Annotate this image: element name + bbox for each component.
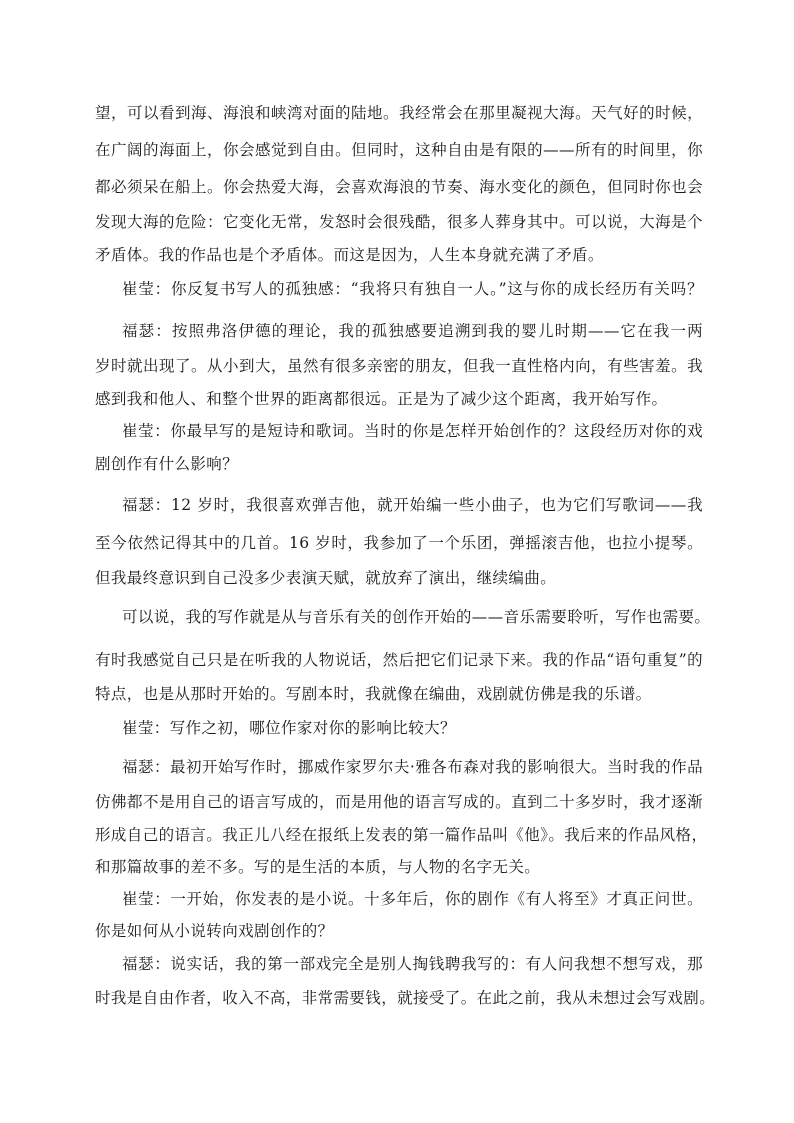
text-line: 岁时就出现了。从小到大，虽然有很多亲密的朋友，但我一直性格内向，有些害羞。我 bbox=[95, 357, 703, 375]
text-line: 都必须呆在船上。你会热爱大海，会喜欢海浪的节奏、海水变化的颜色，但同时你也会 bbox=[95, 178, 703, 196]
text-line: 你是如何从小说转向戏剧创作的？ bbox=[95, 922, 334, 940]
question-line: 崔莹：你最早写的是短诗和歌词。当时的你是怎样开始创作的？这段经历对你的戏 bbox=[122, 422, 703, 440]
text-line: 时我是自由作者，收入不高，非常需要钱，就接受了。在此之前，我从未想过会写戏剧。 bbox=[95, 989, 716, 1007]
text-line: 望，可以看到海、海浪和峡湾对面的陆地。我经常会在那里凝视大海。天气好的时候， bbox=[95, 104, 703, 122]
text-line: 和那篇故事的差不多。写的是生活的本质，与人物的名字无关。 bbox=[95, 858, 541, 876]
text-line: 在广阔的海面上，你会感觉到自由。但同时，这种自由是有限的——所有的时间里，你 bbox=[95, 141, 703, 159]
text-line: 有时我感觉自己只是在听我的人物说话，然后把它们记录下来。我的作品“语句重复”的 bbox=[95, 651, 703, 669]
text-line: 剧创作有什么影响？ bbox=[95, 455, 239, 473]
question-line: 崔莹：一开始，你发表的是小说。十多年后，你的剧作《有人将至》才真正问世。 bbox=[122, 890, 703, 908]
text-line: 矛盾体。我的作品也是个矛盾体。而这是因为，人生本身就充满了矛盾。 bbox=[95, 246, 604, 264]
answer-line: 福瑟：12 岁时，我很喜欢弹吉他，就开始编一些小曲子，也为它们写歌词——我 bbox=[122, 496, 703, 514]
answer-line: 福瑟：说实话，我的第一部戏完全是别人掏钱聘我写的：有人问我想不想写戏，那 bbox=[122, 955, 703, 973]
text-line: 发现大海的危险：它变化无常，发怒时会很残酷，很多人葬身其中。可以说，大海是个 bbox=[95, 213, 703, 231]
text-line: 感到我和他人、和整个世界的距离都很远。正是为了减少这个距离，我开始写作。 bbox=[95, 390, 668, 408]
answer-line: 福瑟：按照弗洛伊德的理论，我的孤独感要追溯到我的婴儿时期——它在我一两 bbox=[122, 322, 703, 340]
text-line: 特点，也是从那时开始的。写剧本时，我就像在编曲，戏剧就仿佛是我的乐谱。 bbox=[95, 685, 652, 703]
text-line: 仿佛都不是用自己的语言写成的，而是用他的语言写成的。直到二十多岁时，我才逐渐 bbox=[95, 793, 703, 811]
paragraph-line: 可以说，我的写作就是从与音乐有关的创作开始的——音乐需要聆听，写作也需要。 bbox=[122, 608, 711, 626]
question-line: 崔莹：写作之初，哪位作家对你的影响比较大？ bbox=[122, 719, 456, 737]
answer-line: 福瑟：最初开始写作时，挪威作家罗尔夫·雅各布森对我的影响很大。当时我的作品 bbox=[122, 758, 703, 776]
text-line: 形成自己的语言。我正儿八经在报纸上发表的第一篇作品叫《他》。我后来的作品风格， bbox=[95, 826, 708, 844]
text-line: 但我最终意识到自己没多少表演天赋，就放弃了演出，继续编曲。 bbox=[95, 569, 557, 587]
text-line: 至今依然记得其中的几首。16 岁时，我参加了一个乐团，弹摇滚吉他，也拉小提琴。 bbox=[95, 534, 703, 552]
question-line: 崔莹：你反复书写人的孤独感：“我将只有独自一人。”这与你的成长经历有关吗？ bbox=[122, 280, 703, 298]
